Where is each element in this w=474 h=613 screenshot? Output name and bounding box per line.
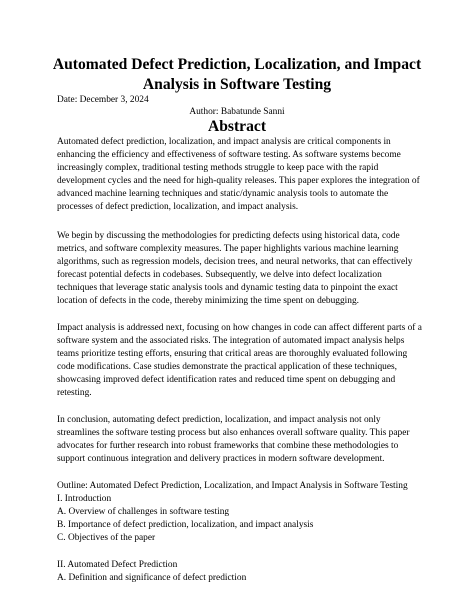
abstract-paragraph <box>57 136 420 215</box>
text-line: retesting. <box>57 388 92 399</box>
outline-heading: Outline: Automated Defect Prediction, Localization, and Impact Analysis in Software Testing <box>57 481 408 491</box>
text-line: support continuous integration and delivery practices in modern software development. <box>57 454 385 465</box>
text-line: advocates for further research into robust frameworks that combine these methodologies to <box>57 441 399 452</box>
paper-author: Author: Babatunde Sanni <box>189 107 285 117</box>
text-line: advanced machine learning techniques and static/dynamic analysis tools to automate the <box>57 189 389 200</box>
text-line: In conclusion, automating defect prediction, localization, and impact analysis not only <box>57 415 381 425</box>
outline-item: II. Automated Defect Prediction <box>57 560 178 570</box>
paper-title-line: Automated Defect Prediction, Localization, and Impact <box>52 56 422 73</box>
text-line: location of defects in the code, thereby minimizing the time spent on debugging. <box>57 296 360 307</box>
abstract-heading: Abstract <box>207 118 267 135</box>
outline-section <box>57 559 246 585</box>
outline-item: A. Definition and significance of defect prediction <box>57 573 247 584</box>
text-line: software system and the associated risks. The integration of automated impact analysis helps <box>57 336 405 347</box>
text-line: streamlines the software testing process but also enhances overall software quality. This paper <box>57 428 410 439</box>
paper-title <box>40 55 434 95</box>
text-line: Impact analysis is addressed next, focusing on how changes in code can affect different parts of a <box>57 323 422 333</box>
text-line: techniques that leverage static analysis tools and dynamic testing data to pinpoint the exact <box>57 283 398 294</box>
paper-title-line: Analysis in Software Testing <box>142 76 332 93</box>
outline-section <box>57 480 408 545</box>
outline-item: I. Introduction <box>57 494 112 505</box>
text-line: code modifications. Case studies demonstrate the practical application of these techniques, <box>57 362 397 373</box>
text-line: development cycles and the need for high-quality releases. This paper explores the integration of <box>57 176 420 187</box>
text-line: algorithms, such as regression models, decision trees, and neural networks, that can effectively <box>57 257 413 268</box>
text-line: metrics, and software complexity measures. The paper highlights various machine learning <box>57 244 399 255</box>
text-line: enhancing the efficiency and effectiveness of software testing. As software systems become <box>57 150 401 161</box>
abstract-paragraph <box>57 322 422 401</box>
abstract-paragraph <box>57 230 412 309</box>
paper-date: Date: December 3, 2024 <box>57 95 149 105</box>
text-line: processes of defect prediction, localization, and impact analysis. <box>57 202 299 213</box>
text-line: We begin by discussing the methodologies for predicting defects using historical data, code <box>57 231 400 241</box>
text-line: forecast potential defects in codebases. Subsequently, we delve into defect localization <box>57 270 382 281</box>
text-line: increasingly complex, traditional testing methods struggle to keep pace with the rapid <box>57 163 379 174</box>
outline-item: C. Objectives of the paper <box>57 533 156 544</box>
outline-item: B. Importance of defect prediction, localization, and impact analysis <box>57 520 314 531</box>
text-line: showcasing improved defect identification rates and reduced time spent on debugging and <box>57 375 396 386</box>
abstract-paragraph <box>57 414 410 466</box>
text-line: Automated defect prediction, localization, and impact analysis are critical components in <box>57 137 391 147</box>
text-line: teams prioritize testing efforts, ensuring that critical areas are thoroughly evaluated following <box>57 349 408 360</box>
outline-item: A. Overview of challenges in software testing <box>57 507 230 518</box>
